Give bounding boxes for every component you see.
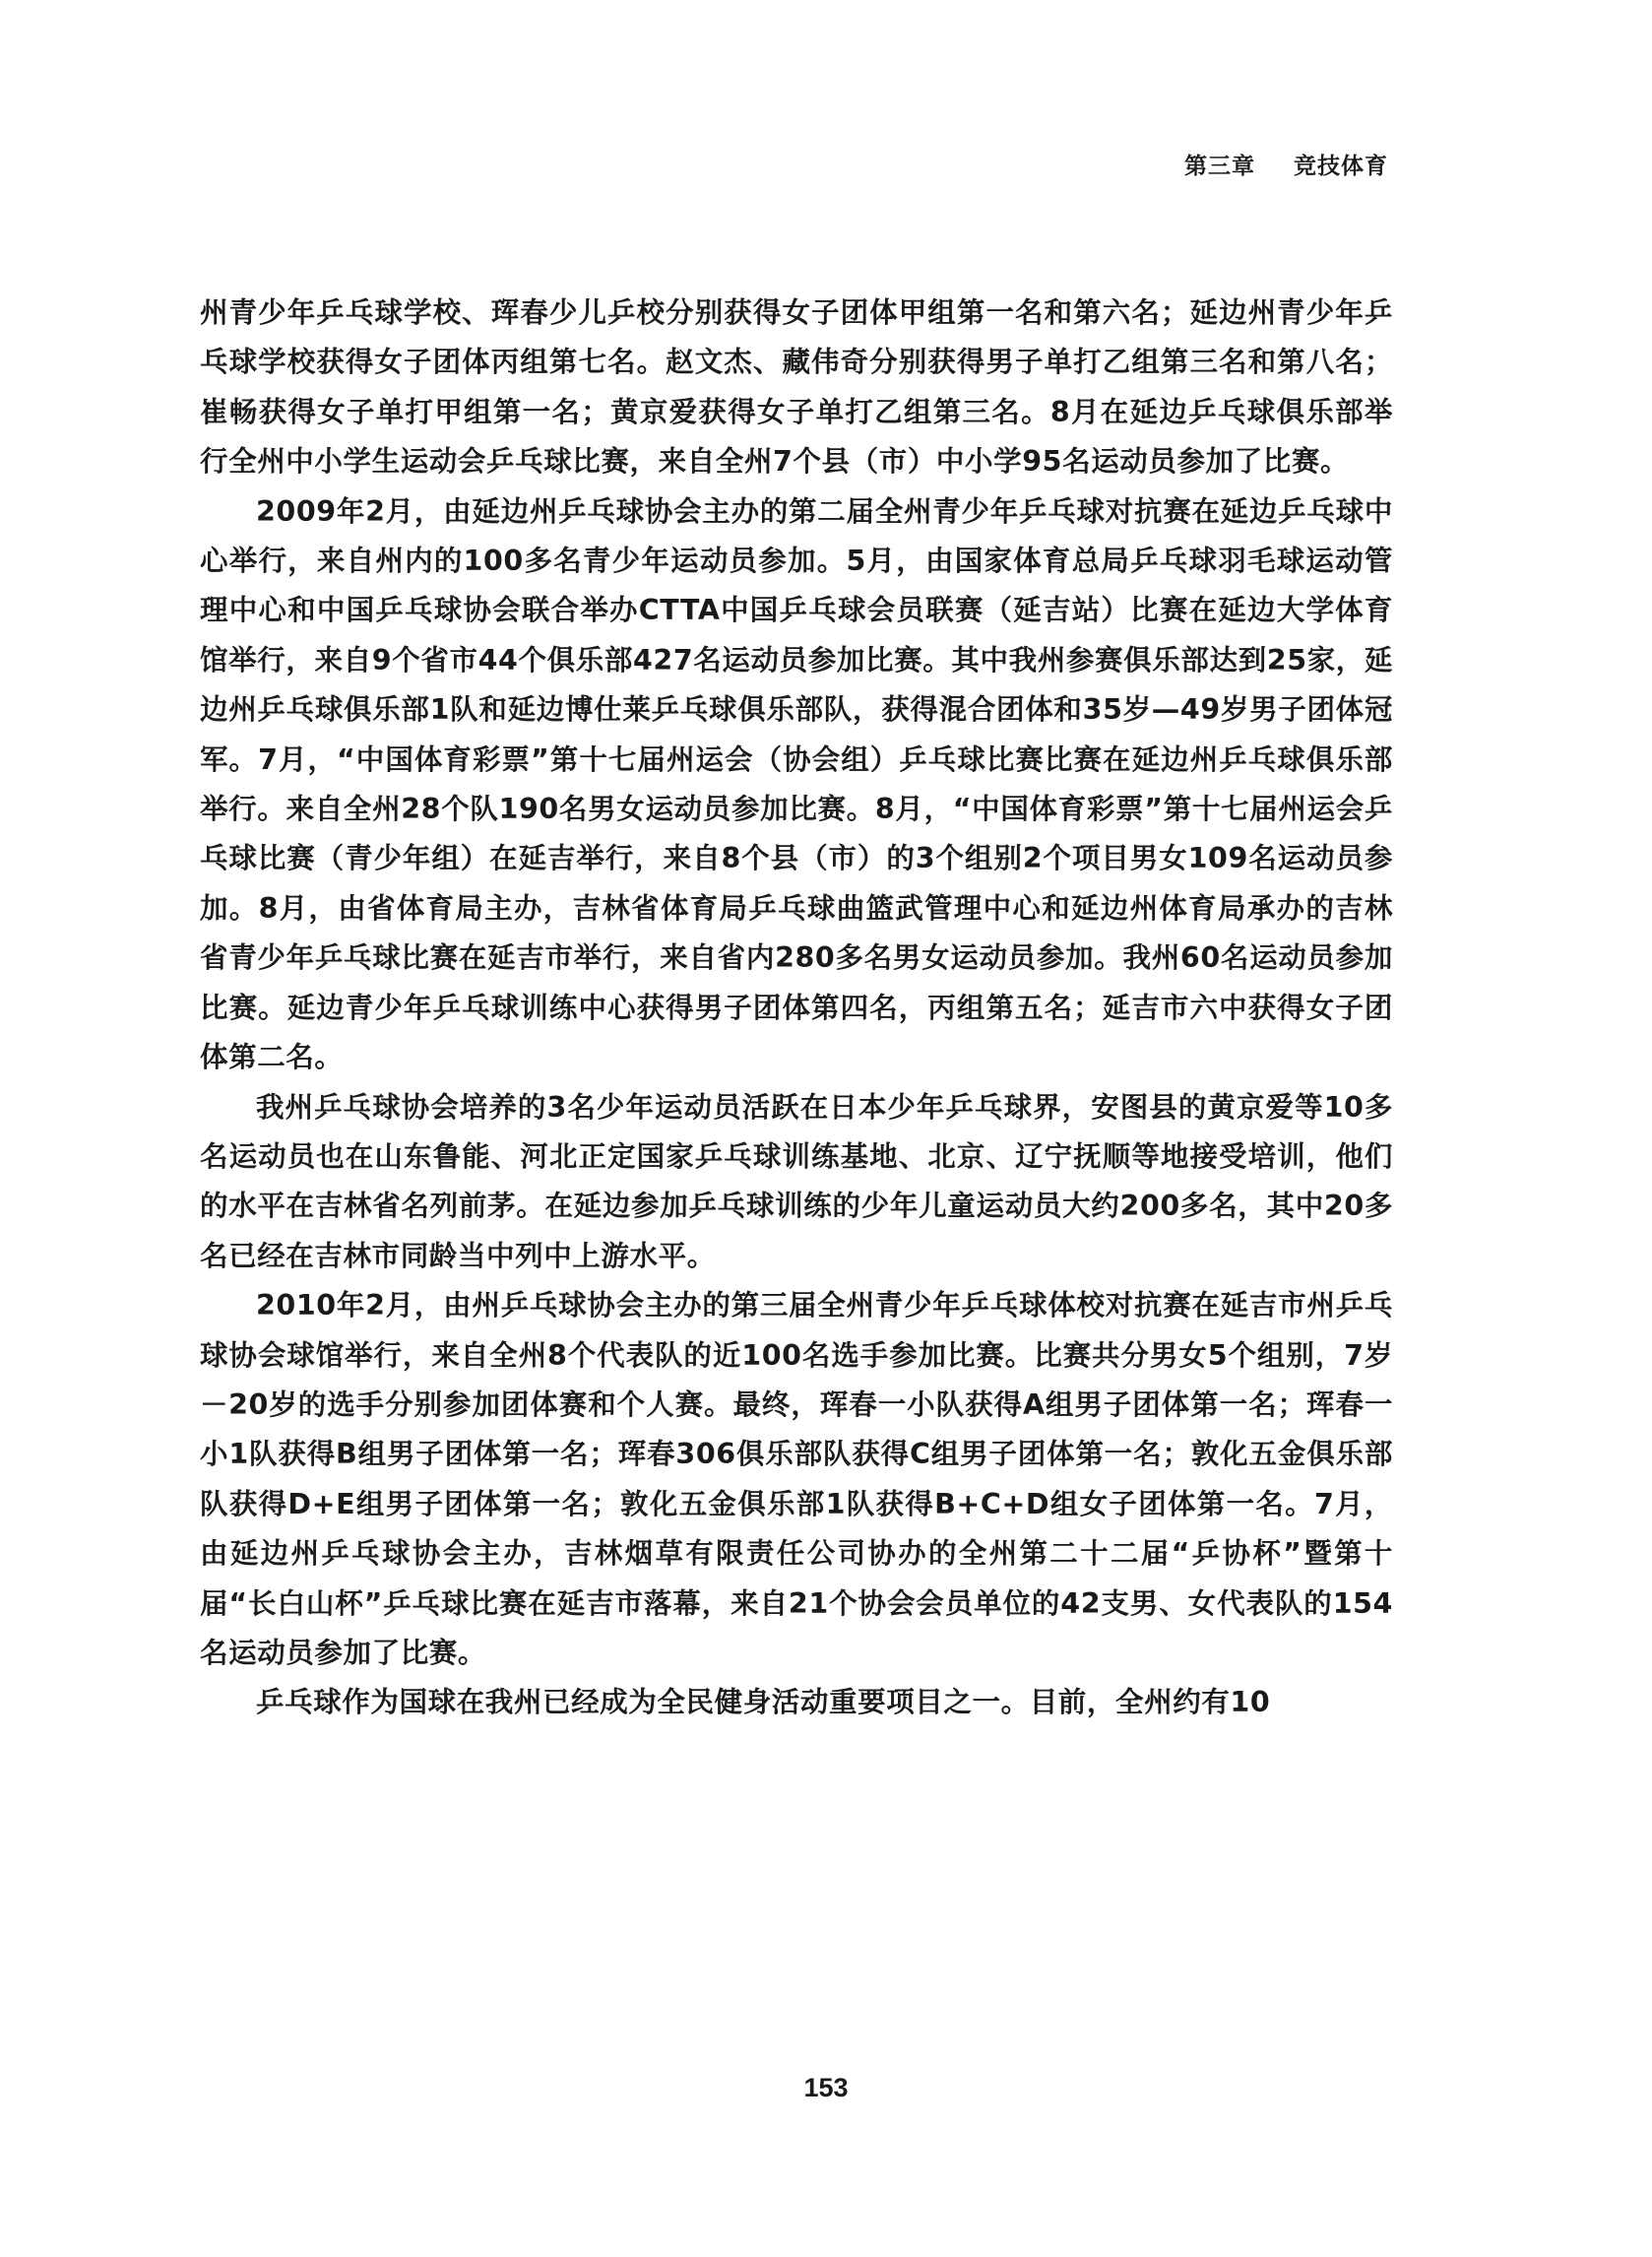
paragraph-2010: 2010年2月，由州乒乓球协会主办的第三届全州青少年乒乓球体校对抗赛在延吉市州乒乓球协会球馆举行，来自全州8个代表队的近100名选手参加比赛。比赛共分男女5个组别，7岁－20岁的选手分别参加团体赛和个人赛。最终，珲春一小队获得A组男子团体第一名；珲春一小1队获得B组男子团体第一名；珲春306俱乐部队获得C组男子团体第一名；敦化五金俱乐部队获得D+E组男子团体第一名；敦化五金俱乐部1队获得B+C+D组女子团体第一名。7月，由延边州乒乓球协会主办，吉林烟草有限责任公司协办的全州第二十二届“乒协杯”暨第十届“长白山杯”乒乓球比赛在延吉市落幕，来自21个协会会员单位的42支男、女代表队的154名运动员参加了比赛。 (200, 1289, 1393, 1669)
paragraph-2009: 2009年2月，由延边州乒乓球协会主办的第二届全州青少年乒乓球对抗赛在延边乒乓球中心举行，来自州内的100多名青少年运动员参加。5月，由国家体育总局乒乓球羽毛球运动管理中心和中国乒乓球协会联合举办CTTA中国乒乓球会员联赛（延吉站）比赛在延边大学体育馆举行，来自9个省市44个俱乐部427名运动员参加比赛。其中我州参赛俱乐部达到25家，延边州乒乓球俱乐部1队和延边博仕莱乒乓球俱乐部队，获得混合团体和35岁—49岁男子团体冠军。7月，“中国体育彩票”第十七届州运会（协会组）乒乓球比赛比赛在延边州乒乓球俱乐部举行。来自全州28个队190名男女运动员参加比赛。8月，“中国体育彩票”第十七届州运会乒乓球比赛（青少年组）在延吉举行，来自8个县（市）的3个组别2个项目男女109名运动员参加。8月，由省体育局主办，吉林省体育局乒乓球曲篮武管理中心和延边州体育局承办的吉林省青少年乒乓球比赛在延吉市举行，来自省内280多名男女运动员参加。我州60名运动员参加比赛。延边青少年乒乓球训练中心获得男子团体第四名，丙组第五名；延吉市六中获得女子团体第二名。 (200, 494, 1393, 1074)
paragraph-national-sport: 乒乓球作为国球在我州已经成为全民健身活动重要项目之一。目前，全州约有10 (256, 1686, 1271, 1719)
chapter-title: 竞技体育 (1294, 154, 1388, 179)
running-header (1184, 148, 1388, 180)
page-number: 153 (803, 2073, 849, 2102)
paragraph-training: 我州乒乓球协会培养的3名少年运动员活跃在日本少年乒乓球界，安图县的黄京爱等10多名运动员也在山东鲁能、河北正定国家乒乓球训练基地、北京、辽宁抚顺等地接受培训，他们的水平在吉林省名列前茅。在延边参加乒乓球训练的少年儿童运动员大约200多名，其中20多名已经在吉林市同龄当中列中上游水平。 (200, 1090, 1393, 1272)
chapter-label: 第三章 (1183, 154, 1255, 179)
paragraph-continued: 州青少年乒乓球学校、珲春少儿乒校分别获得女子团体甲组第一名和第六名；延边州青少年乒乓球学校获得女子团体丙组第七名。赵文杰、藏伟奇分别获得男子单打乙组第三名和第八名；崔畅获得女子单打甲组第一名；黄京爱获得女子单打乙组第三名。8月在延边乒乓球俱乐部举行全州中小学生运动会乒乓球比赛，来自全州7个县（市）中小学95名运动员参加了比赛。 (200, 296, 1393, 479)
body-text (200, 289, 1393, 1728)
